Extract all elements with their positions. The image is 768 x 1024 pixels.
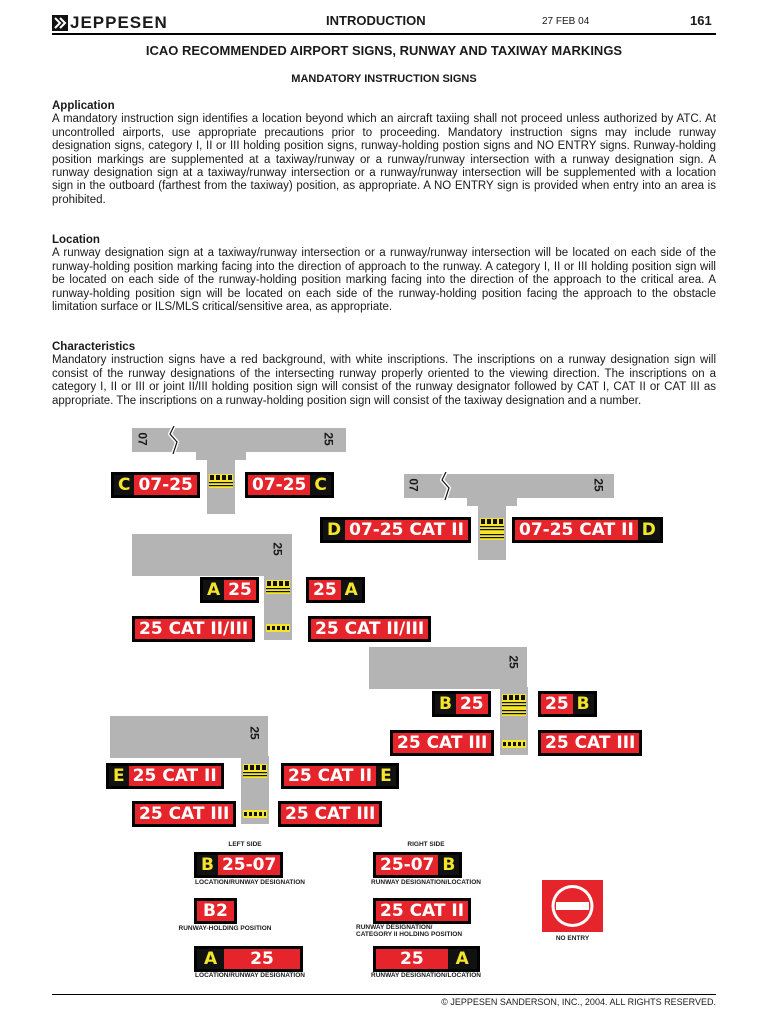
- sign-d-right: [512, 517, 663, 543]
- runway-label-25: 25: [506, 655, 521, 669]
- sign-a-left: [200, 577, 259, 603]
- runway-sign-25: 25: [376, 949, 448, 969]
- no-entry-caption: NO ENTRY: [555, 935, 590, 942]
- location-sign-c: C: [114, 475, 134, 495]
- location-heading: Location: [52, 234, 100, 246]
- location-sign-b: B: [438, 855, 459, 875]
- page-number: 161: [690, 13, 712, 28]
- runway-cat-sign: 07-25 CAT II: [515, 520, 638, 540]
- location-sign-d: D: [323, 520, 345, 540]
- legend-caption-line: CATEGORY II HOLDING POSITION: [356, 931, 463, 938]
- legend-sign-b-25-07: [194, 852, 283, 878]
- copyright-footer: © JEPPESEN SANDERSON, INC., 2004. ALL RIGHTS RESERVED.: [441, 997, 716, 1007]
- sign-e-cat-left: [132, 801, 236, 827]
- holding-position-sign: B2: [197, 901, 234, 921]
- runway-cat-sign: 07-25 CAT II: [345, 520, 468, 540]
- location-sign-e: E: [376, 766, 396, 786]
- runway-07-25-upper: [132, 428, 346, 452]
- legend-caption: RUNWAY DESIGNATION/LOCATION: [371, 972, 481, 979]
- cat-sign: 25 CAT II/III: [311, 619, 428, 639]
- holding-marking-e: [243, 764, 267, 778]
- legend-sign-b2: [194, 898, 237, 924]
- location-sign-a: A: [197, 949, 224, 969]
- runway-break-icon: [168, 426, 180, 454]
- jeppesen-logo-icon: [52, 15, 68, 31]
- cat-sign: 25 CAT III: [135, 804, 233, 824]
- header-date: 27 FEB 04: [542, 16, 590, 27]
- logo-text: JEPPESEN: [70, 13, 168, 32]
- location-sign-b: B: [435, 694, 456, 714]
- taxiway-c-fillet: [196, 450, 246, 460]
- sign-d-left: [320, 517, 471, 543]
- runway-label-25: 25: [591, 478, 606, 492]
- legend-sign-25-07-b: [373, 852, 462, 878]
- jeppesen-logo: [52, 13, 168, 33]
- location-sign-d: D: [638, 520, 660, 540]
- sign-a-cat-left: [132, 616, 255, 642]
- legend-sign-25-cat-ii: [373, 898, 471, 924]
- sign-e-right: [281, 763, 399, 789]
- section-title: INTRODUCTION: [326, 13, 426, 28]
- sign-e-left: [106, 763, 224, 789]
- characteristics-heading: Characteristics: [52, 341, 136, 353]
- sign-e-cat-right: [278, 801, 382, 827]
- location-sign-a: A: [448, 949, 477, 969]
- application-heading: Application: [52, 100, 115, 112]
- legend-sign-25-a: [373, 946, 480, 972]
- location-section: [52, 234, 716, 314]
- runway-label-25: 25: [247, 726, 262, 740]
- header-rule: [52, 33, 716, 35]
- sign-b-cat-right: [538, 730, 642, 756]
- application-section: [52, 100, 716, 207]
- runway-sign-25: 25: [224, 580, 256, 600]
- location-sign-a: A: [341, 580, 362, 600]
- legend-caption-line: RUNWAY DESIGNATION/: [356, 924, 433, 931]
- legend-caption: RUNWAY DESIGNATION/LOCATION: [371, 879, 481, 886]
- location-text: A runway designation sign at a taxiway/runway intersection or a runway/runway intersection will be located on each side of the runway-holding position marking facing into the direction of approach to the runway. A category I, II or III holding position sign will be located on each side of the runway-holding position marking facing into the direction of the approach to the critical area. A runway-holding position sign will be located on each side of the runway-holding position facing the approach to the obstacle limitation surface or ILS/MLS critical/sensitive area, as appropriate.: [52, 247, 716, 314]
- holding-marking-b: [502, 694, 526, 716]
- location-sign-b: B: [573, 694, 594, 714]
- sign-c-left: [111, 472, 200, 498]
- location-sign-c: C: [310, 475, 330, 495]
- footer-rule: [52, 994, 716, 995]
- runway-sign-07-25: 07-25: [134, 475, 196, 495]
- runway-break-icon: [440, 472, 452, 500]
- runway-07-25-right: [404, 474, 614, 498]
- legend-caption: RUNWAY-HOLDING POSITION: [178, 925, 272, 932]
- runway-label-25: 25: [270, 542, 285, 556]
- runway-label-07: 07: [406, 478, 421, 492]
- location-sign-a: A: [203, 580, 224, 600]
- ils-marking-b: [502, 740, 526, 748]
- sign-a-right: [306, 577, 365, 603]
- cat-sign: 25 CAT II: [284, 766, 376, 786]
- runway-25-b: [369, 647, 527, 689]
- runway-label-25: 25: [321, 432, 336, 446]
- cat-sign: 25 CAT III: [541, 733, 639, 753]
- legend-caption: [356, 924, 476, 938]
- left-side-label: LEFT SIDE: [228, 841, 262, 848]
- application-text: A mandatory instruction sign identifies a location beyond which an aircraft taxiing shall not proceed unless authorized by ATC. At uncontrolled airports, use appropriate precautions prior to proceeding. Mandatory instruction signs may include runway designation signs, category I, II or III holding position signs, runway-holding postion signs and NO ENTRY signs. Runway-holding position markings are supplemented at a taxiway/runway or a runway/runway intersection with a runway designation sign. A runway designation sign at a taxiway/runway intersection or a runway/runway intersection will be supplemented with a location sign in the outboard (farthest from the taxiway) position, as appropriate. A NO ENTRY sign is provided when entry into an area is prohibited.: [52, 113, 716, 206]
- cat-sign: 25 CAT II: [376, 901, 468, 921]
- cat-sign: 25 CAT III: [393, 733, 491, 753]
- cat-sign: 25 CAT III: [281, 804, 379, 824]
- right-side-label: RIGHT SIDE: [407, 841, 445, 848]
- runway-sign-25-07: 25-07: [376, 855, 438, 875]
- location-sign-e: E: [109, 766, 129, 786]
- ils-marking-e: [243, 810, 267, 818]
- holding-marking-c: [209, 474, 233, 488]
- page-title: ICAO RECOMMENDED AIRPORT SIGNS, RUNWAY AND TAXIWAY MARKINGS: [145, 43, 623, 58]
- runway-sign-07-25: 07-25: [248, 475, 310, 495]
- runway-sign-25-07: 25-07: [218, 855, 280, 875]
- legend-caption: LOCATION/RUNWAY DESIGNATION: [195, 972, 305, 979]
- page-subtitle: MANDATORY INSTRUCTION SIGNS: [291, 73, 477, 85]
- runway-25-e: [110, 716, 268, 758]
- sign-b-left: [432, 691, 491, 717]
- characteristics-text: Mandatory instruction signs have a red background, with white inscriptions. The inscriptions on a runway designation sign will consist of the runway designations of the intersecting runway properly oriented to the viewing direction. The inscriptions on a category I, II or III or joint II/III holding position sign will consist of the runway designator followed by CAT I, CAT II or CAT III as appropriate. The inscriptions on a runway-holding position sign will consist of the taxiway designation and a number.: [52, 354, 716, 407]
- runway-sign-25: 25: [456, 694, 488, 714]
- sign-b-right: [538, 691, 597, 717]
- runway-sign-25: 25: [224, 949, 300, 969]
- cat-sign: 25 CAT II: [129, 766, 221, 786]
- legend-caption: LOCATION/RUNWAY DESIGNATION: [195, 879, 305, 886]
- taxiway-d-fillet: [467, 496, 517, 506]
- ils-marking-a: [266, 624, 290, 632]
- runway-sign-25: 25: [309, 580, 341, 600]
- legend-sign-a-25: [194, 946, 303, 972]
- holding-marking-d: [480, 518, 504, 540]
- runway-sign-25: 25: [541, 694, 573, 714]
- sign-a-cat-right: [308, 616, 431, 642]
- runway-25-a: [132, 534, 292, 576]
- sign-c-right: [245, 472, 334, 498]
- sign-b-cat-left: [390, 730, 494, 756]
- location-sign-b: B: [197, 855, 218, 875]
- holding-marking-a: [266, 580, 290, 594]
- no-entry-sign-icon: [542, 880, 603, 932]
- characteristics-section: [52, 341, 716, 408]
- cat-sign: 25 CAT II/III: [135, 619, 252, 639]
- runway-label-07: 07: [135, 432, 150, 446]
